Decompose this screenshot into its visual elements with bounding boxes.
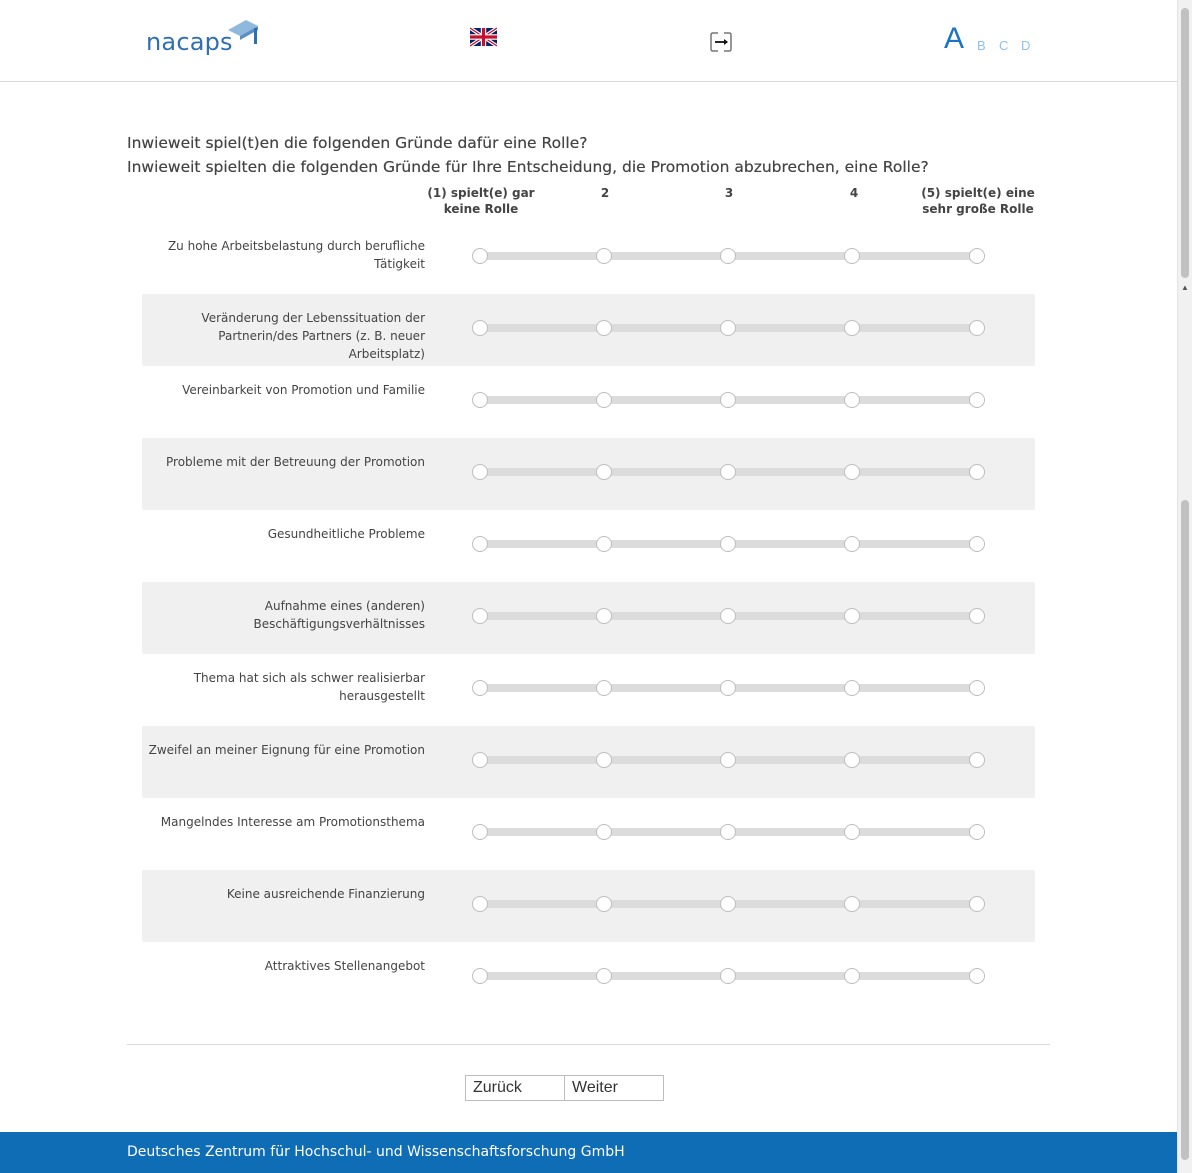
uk-flag-icon[interactable] <box>470 27 497 47</box>
matrix-row <box>142 366 1035 438</box>
rating-radio-4[interactable] <box>844 248 860 264</box>
rating-radio-1[interactable] <box>472 320 488 336</box>
rating-radio-5[interactable] <box>969 536 985 552</box>
matrix-row <box>142 294 1035 366</box>
rating-radio-2[interactable] <box>596 680 612 696</box>
scale-label-1: (1) spielt(e) gar keine Rolle <box>427 186 535 216</box>
rating-radio-5[interactable] <box>969 824 985 840</box>
scale-label-3: 3 <box>724 186 734 200</box>
font-size-d[interactable]: D <box>1021 38 1031 53</box>
rating-radio-2[interactable] <box>596 464 612 480</box>
divider <box>127 1044 1050 1045</box>
question-text <box>127 131 1127 179</box>
logo-text: nacaps <box>146 28 233 56</box>
rating-radio-3[interactable] <box>720 248 736 264</box>
rating-radio-1[interactable] <box>472 392 488 408</box>
scroll-up-arrow-icon[interactable]: ▲ <box>1181 283 1189 292</box>
site-header <box>0 0 1177 82</box>
rating-radio-5[interactable] <box>969 320 985 336</box>
scale-label-5: (5) spielt(e) eine sehr große Rolle <box>921 186 1035 216</box>
rating-radio-2[interactable] <box>596 536 612 552</box>
rating-radio-3[interactable] <box>720 320 736 336</box>
site-footer <box>0 1132 1177 1173</box>
rating-radio-5[interactable] <box>969 680 985 696</box>
logout-icon[interactable] <box>710 31 732 53</box>
font-size-c[interactable]: C <box>999 38 1009 53</box>
matrix-row <box>142 222 1035 294</box>
next-button[interactable]: Weiter <box>564 1075 664 1101</box>
matrix-row <box>142 942 1035 1014</box>
item-label: Thema hat sich als schwer realisierbar herausgestellt <box>193 671 425 703</box>
rating-radio-3[interactable] <box>720 536 736 552</box>
rating-radio-2[interactable] <box>596 608 612 624</box>
rating-radio-2[interactable] <box>596 320 612 336</box>
rating-radio-1[interactable] <box>472 968 488 984</box>
item-label: Aufnahme eines (anderen) Beschäftigungsverhältnisses <box>253 599 425 631</box>
rating-radio-1[interactable] <box>472 608 488 624</box>
page-scrollbar[interactable] <box>1177 0 1192 1173</box>
matrix-row <box>142 438 1035 510</box>
matrix-row <box>142 798 1035 870</box>
rating-radio-5[interactable] <box>969 896 985 912</box>
scrollbar-track-thumb[interactable] <box>1181 500 1189 1160</box>
nacaps-logo[interactable] <box>146 18 261 60</box>
rating-radio-5[interactable] <box>969 608 985 624</box>
rating-radio-1[interactable] <box>472 464 488 480</box>
rating-radio-3[interactable] <box>720 824 736 840</box>
item-label: Mangelndes Interesse am Promotionsthema <box>160 815 425 829</box>
matrix-row <box>142 654 1035 726</box>
graduation-cap-icon <box>224 18 260 48</box>
scale-label-4: 4 <box>849 186 859 200</box>
rating-radio-5[interactable] <box>969 968 985 984</box>
rating-radio-4[interactable] <box>844 896 860 912</box>
matrix-row <box>142 726 1035 798</box>
rating-radio-4[interactable] <box>844 968 860 984</box>
rating-radio-3[interactable] <box>720 608 736 624</box>
rating-radio-4[interactable] <box>844 824 860 840</box>
rating-radio-5[interactable] <box>969 248 985 264</box>
rating-radio-4[interactable] <box>844 536 860 552</box>
item-label: Zu hohe Arbeitsbelastung durch berufliche Tätigkeit <box>167 239 425 271</box>
rating-radio-5[interactable] <box>969 392 985 408</box>
question-line-1: Inwieweit spiel(t)en die folgenden Gründe dafür eine Rolle? <box>127 134 588 152</box>
rating-radio-4[interactable] <box>844 752 860 768</box>
rating-radio-4[interactable] <box>844 464 860 480</box>
rating-radio-4[interactable] <box>844 320 860 336</box>
rating-radio-3[interactable] <box>720 464 736 480</box>
item-label: Vereinbarkeit von Promotion und Familie <box>182 383 425 397</box>
item-label: Veränderung der Lebenssituation der Partnerin/des Partners (z. B. neuer Arbeitsplatz) <box>201 311 425 361</box>
item-label: Gesundheitliche Probleme <box>267 527 425 541</box>
rating-radio-2[interactable] <box>596 392 612 408</box>
rating-radio-2[interactable] <box>596 752 612 768</box>
rating-radio-4[interactable] <box>844 608 860 624</box>
rating-radio-1[interactable] <box>472 896 488 912</box>
rating-radio-1[interactable] <box>472 752 488 768</box>
rating-radio-5[interactable] <box>969 464 985 480</box>
scale-header <box>0 185 1177 225</box>
rating-radio-3[interactable] <box>720 680 736 696</box>
rating-radio-3[interactable] <box>720 968 736 984</box>
question-line-2: Inwieweit spielten die folgenden Gründe für Ihre Entscheidung, die Promotion abzubrechen, eine Rolle? <box>127 158 929 176</box>
matrix-row <box>142 582 1035 654</box>
item-label: Attraktives Stellenangebot <box>264 959 425 973</box>
scale-label-2: 2 <box>600 186 610 200</box>
footer-text: Deutsches Zentrum für Hochschul- und Wissenschaftsforschung GmbH <box>127 1144 625 1160</box>
rating-radio-2[interactable] <box>596 248 612 264</box>
rating-radio-1[interactable] <box>472 824 488 840</box>
font-size-a[interactable]: A <box>944 22 965 55</box>
rating-radio-1[interactable] <box>472 536 488 552</box>
scrollbar-thumb[interactable] <box>1181 8 1189 278</box>
item-label: Probleme mit der Betreuung der Promotion <box>166 455 425 469</box>
back-button[interactable]: Zurück <box>465 1075 565 1101</box>
rating-radio-4[interactable] <box>844 680 860 696</box>
matrix-row <box>142 510 1035 582</box>
rating-radio-3[interactable] <box>720 752 736 768</box>
rating-radio-3[interactable] <box>720 896 736 912</box>
rating-radio-1[interactable] <box>472 248 488 264</box>
rating-radio-2[interactable] <box>596 824 612 840</box>
rating-radio-2[interactable] <box>596 896 612 912</box>
rating-radio-5[interactable] <box>969 752 985 768</box>
rating-radio-3[interactable] <box>720 392 736 408</box>
rating-radio-4[interactable] <box>844 392 860 408</box>
item-label: Zweifel an meiner Eignung für eine Promotion <box>148 743 425 757</box>
font-size-b[interactable]: B <box>977 38 986 53</box>
matrix-row <box>142 870 1035 942</box>
rating-radio-1[interactable] <box>472 680 488 696</box>
rating-radio-2[interactable] <box>596 968 612 984</box>
item-label: Keine ausreichende Finanzierung <box>226 887 425 901</box>
